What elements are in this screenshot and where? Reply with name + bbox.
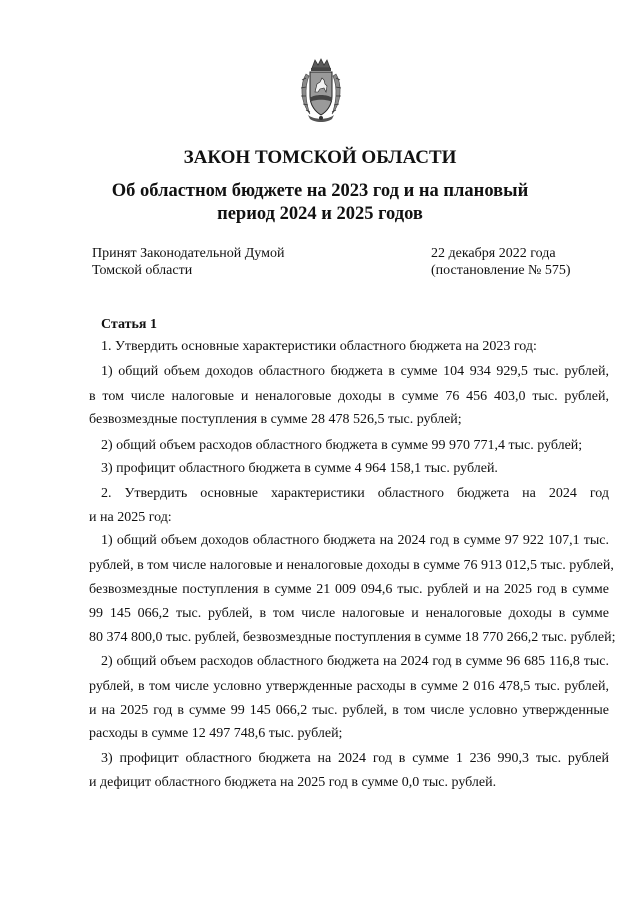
coat-of-arms-icon — [298, 58, 344, 124]
subtitle-line-1: Об областном бюджете на 2023 год и на плановый — [111, 181, 529, 201]
adopted-by-block — [92, 245, 284, 279]
text-line: 1) общий объем доходов областного бюджета на 2024 год в сумме 97 922 107,1 тыс. — [101, 533, 609, 548]
text-line: 2) общий объем расходов областного бюджета в сумме 99 970 771,4 тыс. рублей; — [101, 438, 583, 453]
text-line: 1. Утвердить основные характеристики областного бюджета на 2023 год: — [101, 339, 537, 354]
text-line: и на 2025 год в сумме 99 145 066,2 тыс. рублей, в том числе условно утвержденные — [89, 703, 609, 718]
adoption-date: 22 декабря 2022 года — [431, 246, 556, 261]
text-line: безвозмездные поступления в сумме 21 009 094,6 тыс. рублей и на 2025 год в сумме — [89, 582, 609, 597]
adopted-by-line-2: Томской области — [92, 263, 193, 278]
adoption-date-block — [431, 245, 571, 279]
text-line: безвозмездные поступления в сумме 28 478 526,5 тыс. рублей; — [89, 412, 462, 427]
text-line: и дефицит областного бюджета на 2025 год в сумме 0,0 тыс. рублей. — [89, 775, 497, 790]
text-line: рублей, в том числе условно утвержденные расходы в сумме 2 016 478,5 тыс. рублей, — [89, 679, 609, 694]
text-line: 2) общий объем расходов областного бюджета на 2024 год в сумме 96 685 116,8 тыс. — [101, 654, 609, 669]
adopted-by-line-1: Принят Законодательной Думой — [92, 246, 285, 261]
document-title: ЗАКОН ТОМСКОЙ ОБЛАСТИ — [183, 147, 457, 168]
text-line: 80 374 800,0 тыс. рублей, безвозмездные поступления в сумме 18 770 266,2 тыс. рублей; — [89, 630, 616, 645]
text-line: и на 2025 год: — [89, 510, 172, 525]
text-line: 2. Утвердить основные характеристики областного бюджета на 2024 год — [101, 486, 609, 501]
text-line: 1) общий объем доходов областного бюджета в сумме 104 934 929,5 тыс. рублей, — [101, 364, 609, 379]
article-heading: Статья 1 — [101, 317, 157, 332]
text-line: в том числе налоговые и неналоговые доходы в сумме 76 456 403,0 тыс. рублей, — [89, 389, 609, 404]
text-line: 3) профицит областного бюджета на 2024 год в сумме 1 236 990,3 тыс. рублей — [101, 751, 609, 766]
document-subtitle — [0, 180, 640, 226]
text-line: рублей, в том числе налоговые и неналоговые доходы в сумме 76 913 012,5 тыс. рублей, — [89, 558, 614, 573]
subtitle-line-2: период 2024 и 2025 годов — [217, 204, 423, 224]
text-line: расходы в сумме 12 497 748,6 тыс. рублей; — [89, 726, 343, 741]
text-line: 99 145 066,2 тыс. рублей, в том числе налоговые и неналоговые доходы в сумме — [89, 606, 609, 621]
resolution-number: (постановление № 575) — [431, 263, 571, 278]
text-line: 3) профицит областного бюджета в сумме 4 964 158,1 тыс. рублей. — [101, 461, 498, 476]
